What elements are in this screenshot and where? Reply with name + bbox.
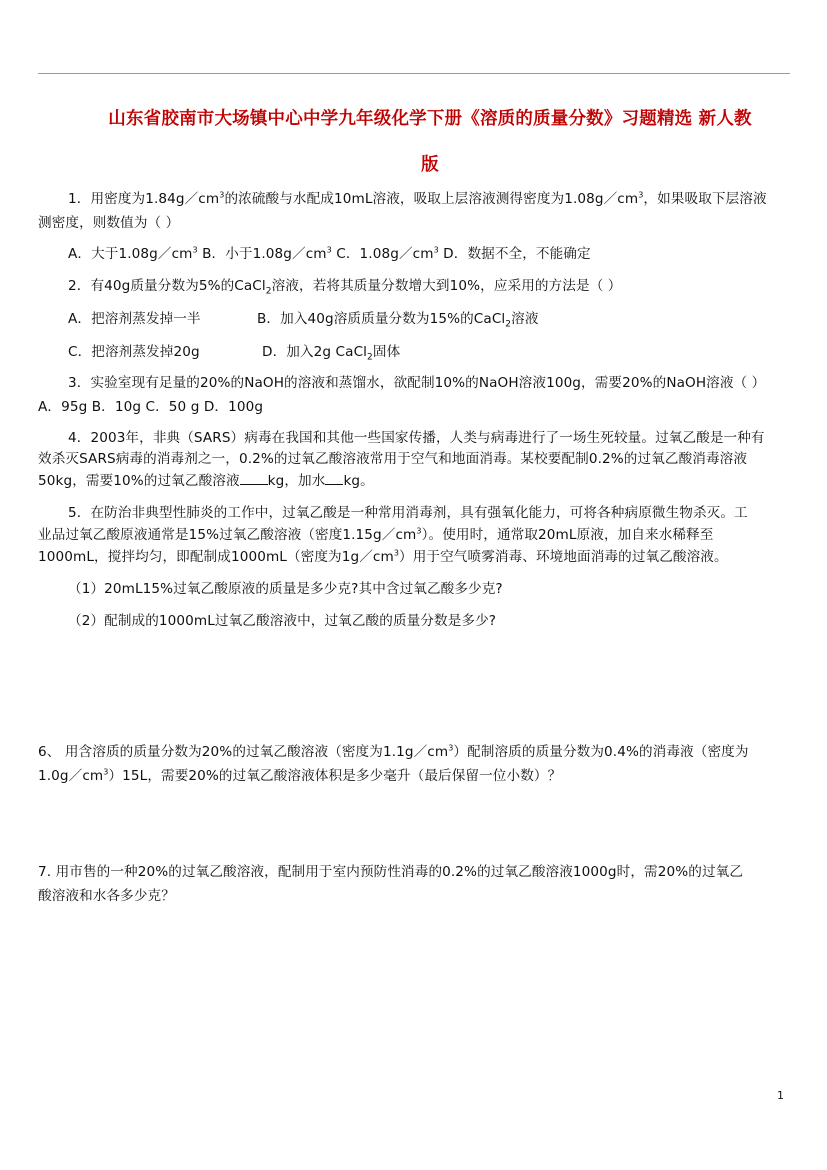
q5-line-2: 业品过氧乙酸原液通常是15%过氧乙酸溶液（密度$1.15g/cm^3$）。使用时，通常取20mL原液，加自来水稀释至 (38, 526, 714, 543)
q2-stem: 2．有40g质量分数为5%的CaCl$_2$溶液，若将其质量分数增大到10%，应采用的方法是（ ） (68, 278, 622, 297)
header-rule (38, 73, 790, 74)
q6-line-2: $1.0g/cm^3)15L$，需要20%的过氧乙酸溶液体积是多少毫升（最后保留一位小数）？ (38, 767, 562, 784)
q5-line-1: 5．在防治非典型性肺炎的工作中，过氧乙酸是一种常用消毒剂，具有强氧化能力，可将各种病原微生物杀灭。工 (68, 505, 748, 521)
q1-line-1: 1．用密度为$1.84g/cm^3$的浓硫酸与水配成10mL溶液，吸取上层溶液测得密度为$1.08g/cm^3$，如果吸取下层溶液 (68, 190, 767, 207)
answer-blank-1 (240, 472, 268, 485)
q5-sub-question-1: （1）20mL15%过氧乙酸原液的质量是多少克?其中含过氧乙酸多少克? (68, 581, 503, 597)
title-line-1: 山东省胶南市大场镇中心中学九年级化学下册《溶质的质量分数》习题精选 新人教 (108, 109, 752, 129)
q1-line-2: 测密度，则数值为（ ） (38, 215, 180, 231)
document-title (60, 96, 800, 188)
title-line-2: 版 (421, 155, 439, 175)
page-number: 1 (777, 1089, 784, 1102)
q2-option-c: C．把溶剂蒸发掉20g (68, 344, 200, 360)
answer-blank-2 (325, 472, 343, 485)
q7-line-2: 酸溶液和水各多少克？ (38, 888, 175, 904)
q3-options: A．95g B．10g C．50 g D．100g (38, 399, 264, 415)
q6-line-1: 6、 用含溶质的质量分数为20%的过氧乙酸溶液（密度为$1.1g/cm^3$）配制溶质的质量分数为0.4%的消毒液（密度为 (38, 743, 749, 760)
q4-line-1: 4．2003年，非典（SARS）病毒在我国和其他一些国家传播，人类与病毒进行了一场生死较量。过氧乙酸是一种有 (68, 430, 765, 446)
q5-line-3: 1000mL，搅拌均匀，即配制成1000mL（密度为$1g/cm^3$）用于空气喷雾消毒、环境地面消毒的过氧乙酸溶液。 (38, 548, 728, 565)
q5-sub-question-2: （2）配制成的1000mL过氧乙酸溶液中，过氧乙酸的质量分数是多少? (68, 613, 497, 629)
q4-line-2: 效杀灭SARS病毒的消毒剂之一，0.2%的过氧乙酸溶液常用于空气和地面消毒。某校要配制0.2%的过氧乙酸消毒溶液 (38, 451, 748, 467)
q2-option-b: B．加入40g溶质质量分数为15%的CaCl$_2$溶液 (257, 311, 539, 330)
q1-options: A．大于$1.08g/cm^3$ B．小于$1.08g/cm^3$ C．$1.08g/cm^3$ D．数据不全，不能确定 (68, 245, 591, 262)
q2-option-a: A．把溶剂蒸发掉一半 (68, 311, 201, 327)
q4-line-3: 50kg，需要10%的过氧乙酸溶液 kg，加水 kg。 (38, 473, 374, 489)
q3-stem: 3．实验室现有足量的20%的NaOH的溶液和蒸馏水，欲配制10%的NaOH溶液100g，需要20%的NaOH溶液（ ） (68, 375, 766, 391)
q2-option-d: D．加入2g CaCl$_2$固体 (262, 344, 401, 363)
q7-line-1: 7. 用市售的一种20%的过氧乙酸溶液，配制用于室内预防性消毒的0.2%的过氧乙酸溶液1000g时，需20%的过氧乙 (38, 864, 744, 880)
